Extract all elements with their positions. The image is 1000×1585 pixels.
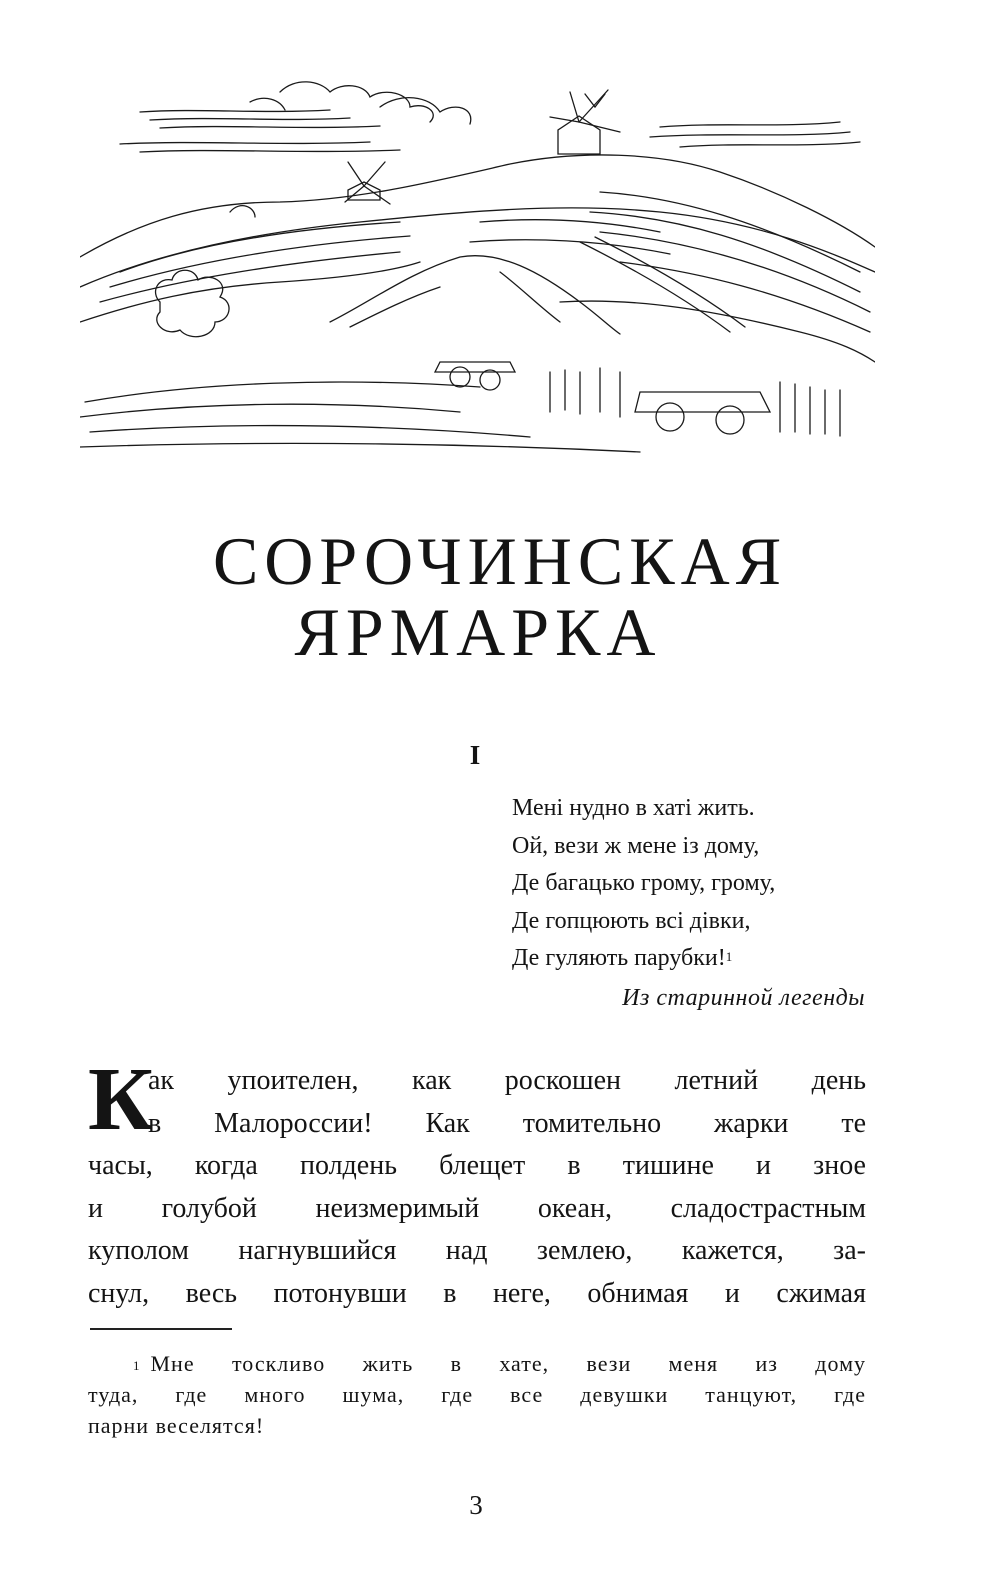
drop-cap: К bbox=[88, 1050, 154, 1149]
body-line: снул, весь потонувши в неге, обнимая и сжимая bbox=[88, 1277, 866, 1309]
page-number: 3 bbox=[469, 1490, 483, 1520]
epigraph-line bbox=[512, 940, 872, 978]
footnote-line: туда, где много шума, где все девушки танцуют, где bbox=[88, 1382, 866, 1407]
body-line: куполом нагнувшийся над землею, кажется, за- bbox=[88, 1235, 866, 1266]
footnote-marker: 1 bbox=[133, 1358, 141, 1373]
footnote-reference-marker: 1 bbox=[725, 949, 733, 964]
epigraph-line: Ой, вези ж мене із дому, bbox=[512, 832, 760, 859]
header-illustration-hills-windmills bbox=[80, 72, 875, 462]
footnote-line: парни веселятся! bbox=[88, 1413, 265, 1438]
body-line: часы, когда полдень блещет в тишине и зное bbox=[88, 1150, 866, 1181]
footnote bbox=[88, 1348, 866, 1441]
footnote-line bbox=[88, 1348, 866, 1379]
body-line: ак упоителен, как роскошен летний день bbox=[148, 1065, 866, 1096]
epigraph bbox=[512, 790, 872, 978]
epigraph-source: Из старинной легенды bbox=[622, 985, 865, 1011]
epigraph-line: Мені нудно в хаті жить. bbox=[512, 795, 755, 821]
landscape-illustration bbox=[80, 72, 875, 462]
footnote-separator bbox=[90, 1328, 232, 1330]
body-line: и голубой неизмеримый океан, сладострастным bbox=[88, 1192, 866, 1224]
body-line: в Малороссии! Как томительно жарки те bbox=[148, 1107, 866, 1139]
chapter-numeral: I bbox=[469, 740, 481, 770]
epigraph-line-text: Де гуляють парубки! bbox=[512, 945, 726, 971]
epigraph-line: Де багацько грому, грому, bbox=[512, 870, 776, 896]
epigraph-line: Де гопцюють всі дівки, bbox=[512, 907, 751, 934]
footnote-line-text: Мне тоскливо жить в хате, вези меня из дому bbox=[150, 1351, 866, 1376]
body-paragraph bbox=[88, 1050, 866, 1315]
title-line-1: СОРОЧИНСКАЯ bbox=[212, 523, 788, 599]
title-line-2: ЯРМАРКА bbox=[294, 594, 662, 670]
